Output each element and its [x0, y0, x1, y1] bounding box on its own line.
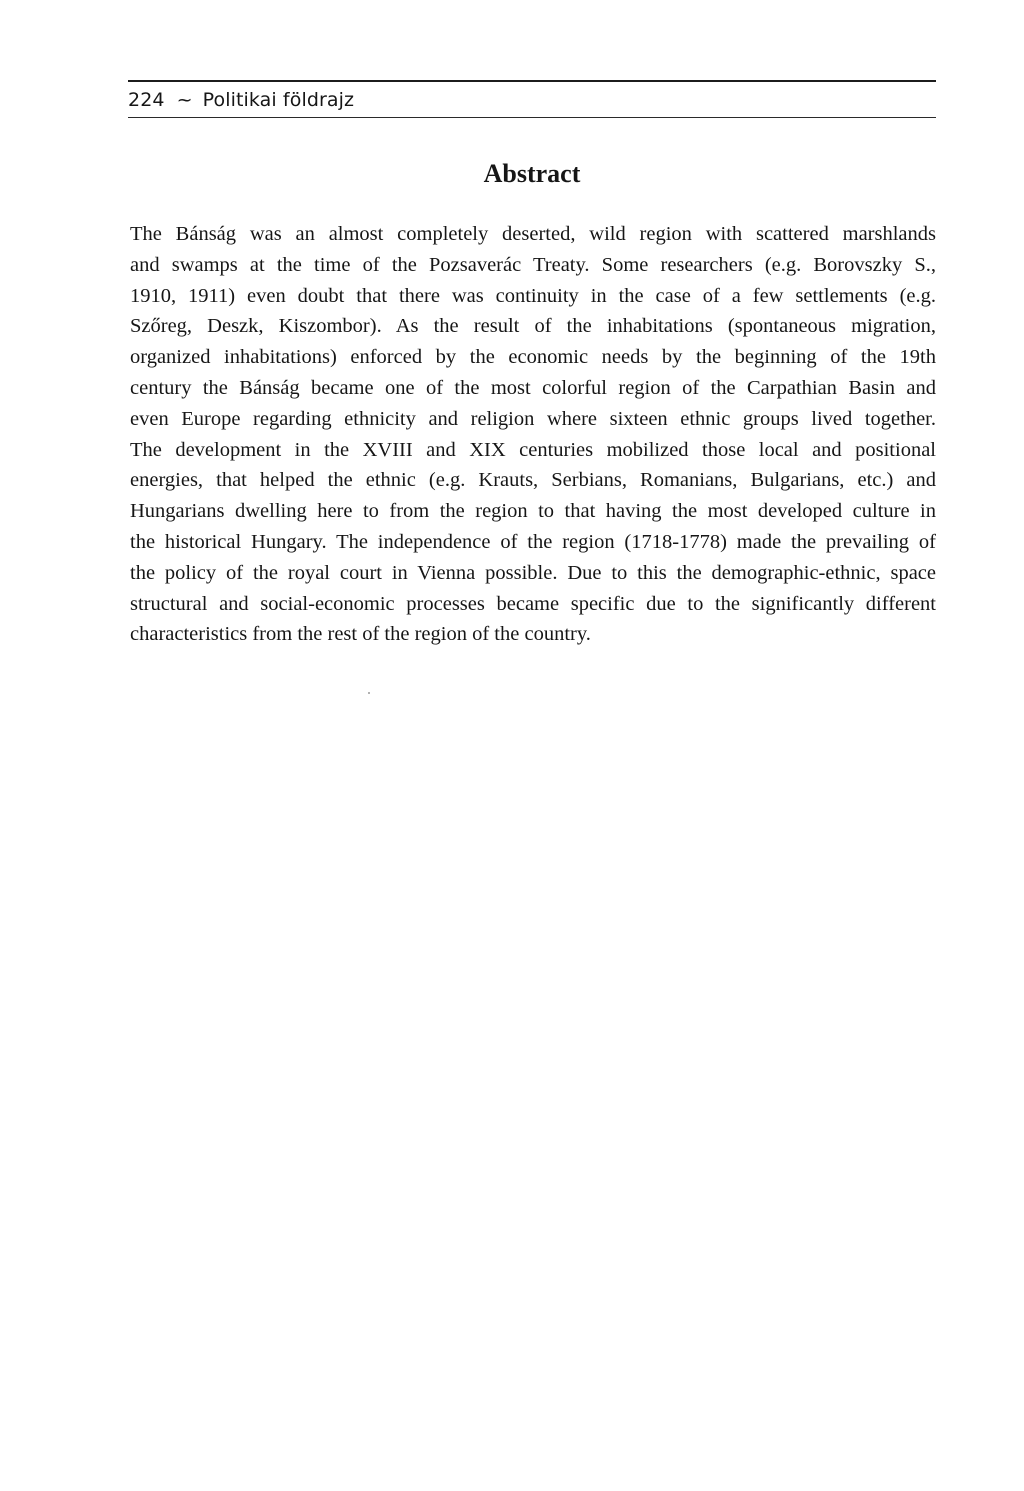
abstract-line: The development in the XVIII and XIX centuries mobilized those local and positional: [130, 438, 936, 461]
abstract-line: 1910, 1911) even doubt that there was continuity in the case of a few settlements (e.g.: [130, 284, 936, 307]
abstract-line: century the Bánság became one of the most colorful region of the Carpathian Basin and: [130, 376, 936, 399]
abstract-title: Abstract: [483, 159, 581, 188]
abstract-line: the historical Hungary. The independence of the region (1718-1778) made the prevailing of: [130, 530, 936, 553]
header-text: [128, 88, 354, 112]
header-bottom-rule: [128, 117, 936, 118]
abstract-line: even Europe regarding ethnicity and religion where sixteen ethnic groups lived together.: [130, 407, 936, 430]
page-number: 224: [128, 89, 165, 111]
abstract-line: and swamps at the time of the Pozsaverác Treaty. Some researchers (e.g. Borovszky S.,: [130, 253, 936, 276]
running-header: [128, 76, 936, 122]
scan-speck: [368, 692, 370, 694]
abstract-line: energies, that helped the ethnic (e.g. Krauts, Serbians, Romanians, Bulgarians, etc.) and: [130, 469, 936, 492]
abstract-line: The Bánság was an almost completely deserted, wild region with scattered marshlands: [130, 223, 936, 245]
abstract-line: the policy of the royal court in Vienna possible. Due to this the demographic-ethnic, space: [130, 561, 936, 584]
abstract-body: [130, 219, 936, 650]
abstract-line: Hungarians dwelling here to from the region to that having the most developed culture in: [130, 500, 936, 523]
abstract-line: organized inhabitations) enforced by the economic needs by the beginning of the 19th: [130, 346, 936, 369]
header-separator: ~: [176, 89, 193, 111]
abstract-line: Szőreg, Deszk, Kiszombor). As the result of the inhabitations (spontaneous migration,: [130, 315, 936, 338]
header-top-rule: [128, 80, 936, 82]
abstract-line: structural and social-economic processes became specific due to the significantly different: [130, 592, 936, 615]
abstract-line: characteristics from the rest of the region of the country.: [130, 623, 591, 646]
running-title: Politikai földrajz: [202, 89, 355, 111]
